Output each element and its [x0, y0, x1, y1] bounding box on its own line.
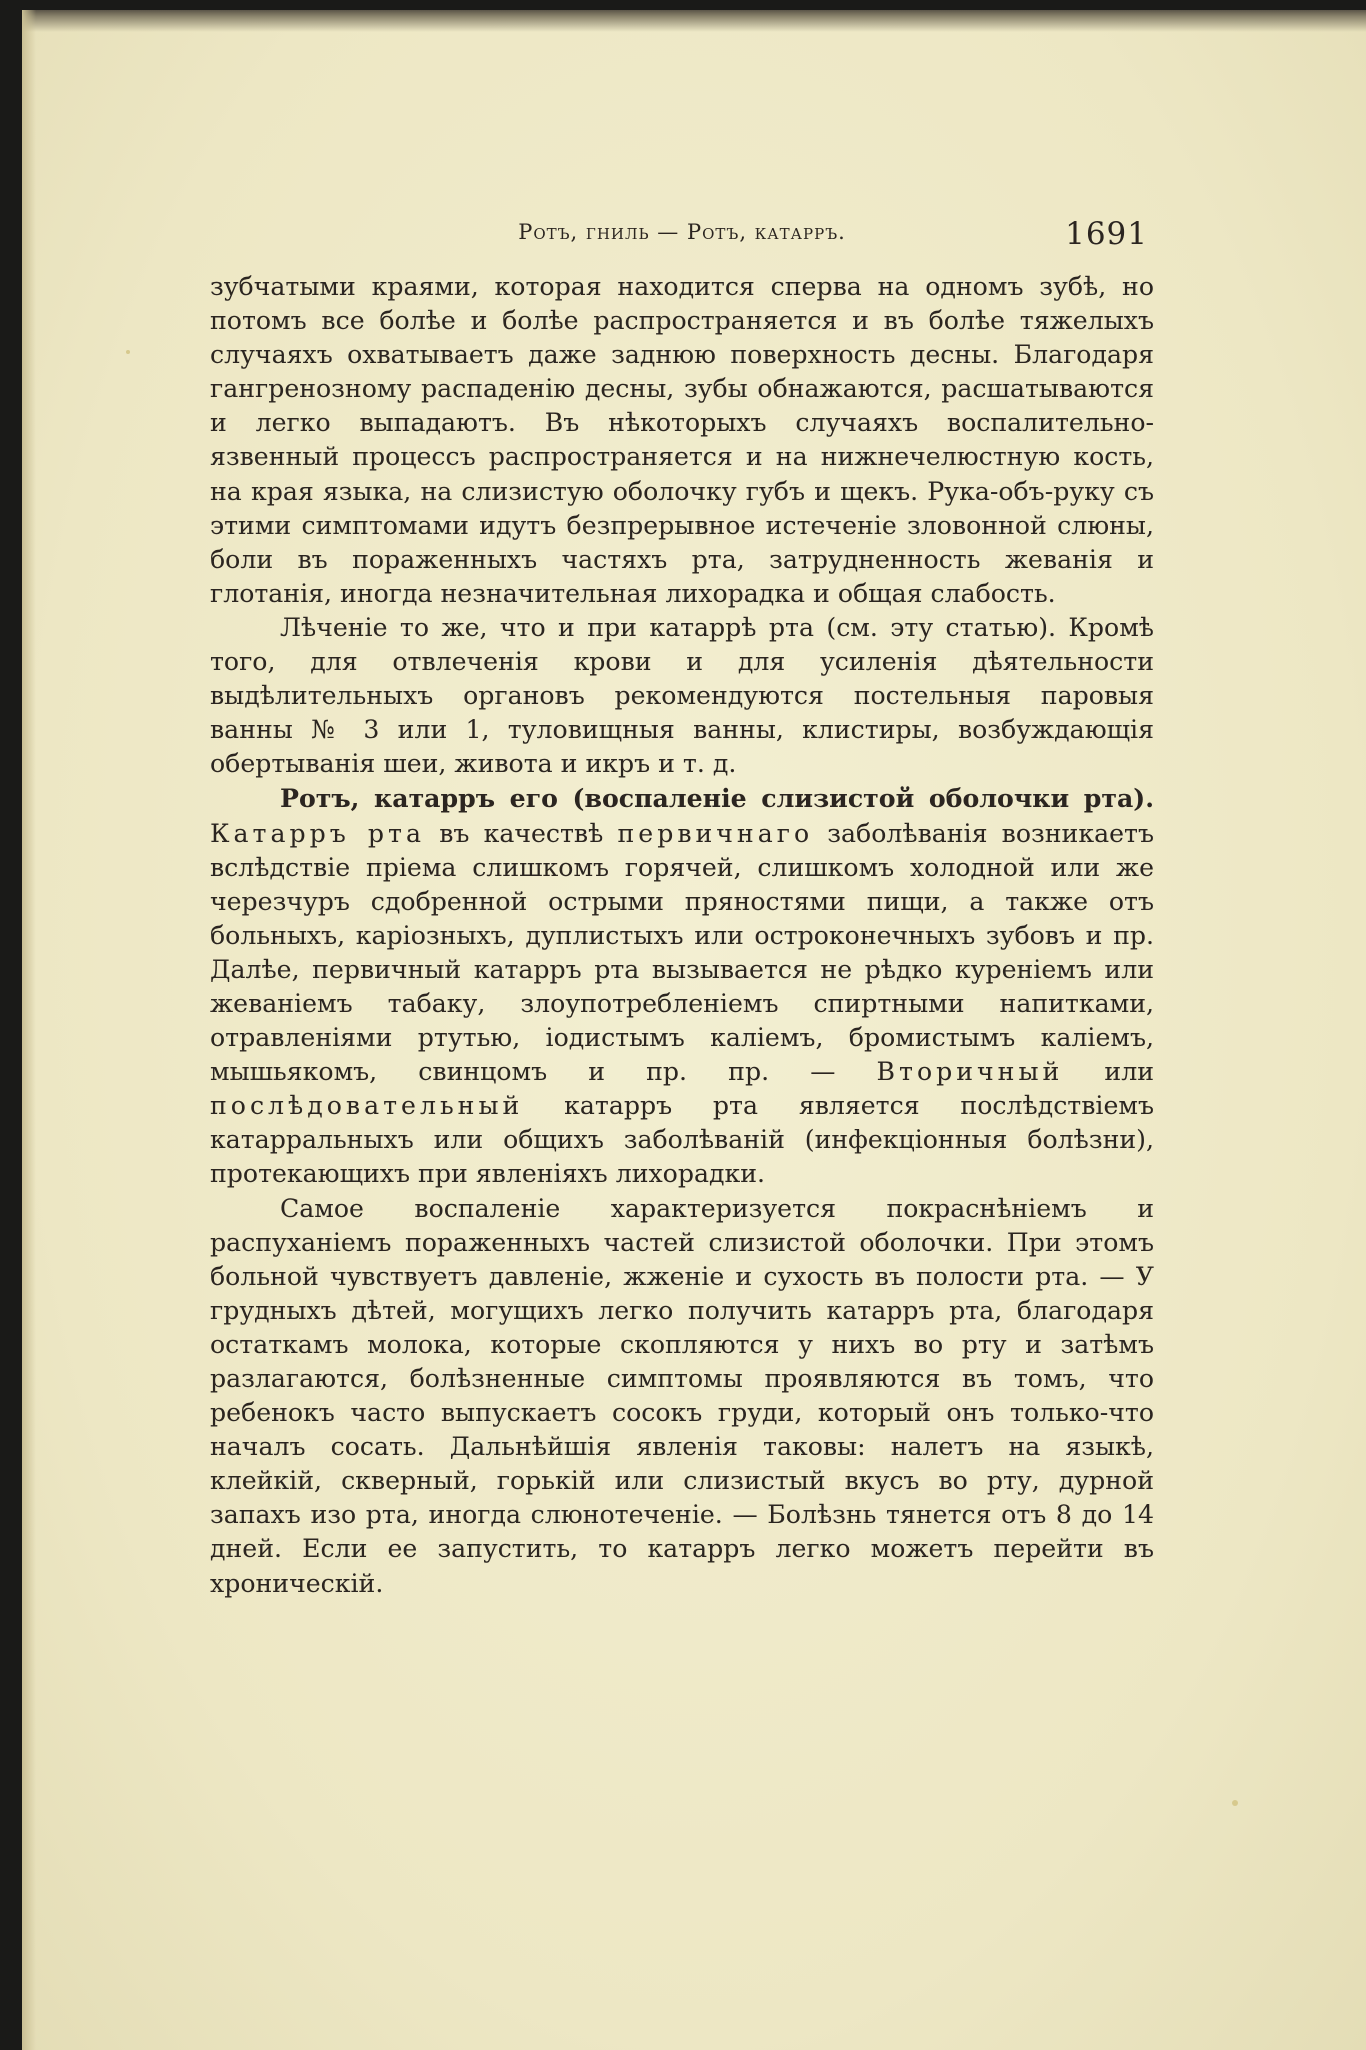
text-fragment: или	[1104, 1057, 1154, 1087]
spaced-term: послѣдовательный	[210, 1091, 524, 1121]
body-text	[210, 270, 1154, 1601]
running-head	[210, 200, 1154, 260]
page-number: 1691	[1065, 216, 1148, 252]
text-fragment: заболѣванія возникаетъ вслѣдствіе пріема слишкомъ горячей, слишкомъ холодной или же черезчуръ сдобренной острыми пряностями пищи, а также отъ больныхъ, каріозныхъ, дуплистыхъ или остроконечныхъ зубовъ и пр. Далѣе, первичный катарръ рта вызывается не рѣдко куреніемъ или жеваніемъ табаку, злоупотребленіемъ спиртными напитками, отравленіями ртутью, іодистымъ каліемъ, бромистымъ каліемъ, мышьякомъ, свинцомъ и пр. пр. —	[210, 818, 1154, 1087]
running-head-title: Ротъ, гниль — Ротъ, катарръ.	[518, 220, 846, 244]
paragraph-symptoms: Самое воспаленіе характеризуется покраснѣніемъ и распуханіемъ пораженныхъ частей слизистой оболочки. При этомъ больной чувствуетъ давленіе, жженіе и сухость въ полости рта. — У грудныхъ дѣтей, могущихъ легко получить катарръ рта, благодаря остаткамъ молока, которые скопляются у нихъ во рту и затѣмъ разлагаются, болѣзненные симптомы проявляются въ томъ, что ребенокъ часто выпускаетъ сосокъ груди, который онъ только-что началъ сосать. Дальнѣйшія явленія таковы: налетъ на языкѣ, клейкій, скверный, горькій или слизистый вкусъ во рту, дурной запахъ изо рта, иногда слюнотеченіе. — Болѣзнь тянется отъ 8 до 14 дней. Если ее запустить, то катарръ легко можетъ перейти въ хроническій.	[210, 1193, 1154, 1598]
spaced-term: первичнаго	[617, 818, 814, 848]
text-block	[210, 200, 1154, 1601]
spaced-term: Вторичный	[876, 1057, 1064, 1087]
page-gutter-shadow	[22, 10, 36, 2050]
paper-speck	[126, 350, 130, 354]
book-page	[22, 10, 1366, 2050]
page-top-shadow	[22, 10, 1366, 32]
entry-heading: Ротъ, катарръ его (воспаленіе слизистой оболочки рта).	[280, 783, 1154, 814]
text-fragment: въ качествѣ	[439, 818, 604, 848]
paragraph-treatment: Лѣченіе то же, что и при катаррѣ рта (см. эту статью). Кромѣ того, для отвлеченія крови и для усиленія дѣятельности выдѣлительныхъ органовъ рекомендуются постельныя паровыя ванны № 3 или 1, туловищныя ванны, клистиры, возбуждающія обертыванія шеи, живота и икръ и т. д.	[210, 612, 1154, 779]
spaced-term: Катарръ рта	[210, 818, 425, 848]
paper-speck	[1232, 1800, 1238, 1806]
text-fragment: катарръ рта является послѣдствіемъ катарральныхъ или общихъ заболѣваній (инфекціонныя болѣзни), протекающихъ при явленіяхъ лихорадки.	[210, 1091, 1154, 1189]
paragraph-continuation: зубчатыми краями, которая находится сперва на одномъ зубѣ, но потомъ все болѣе и болѣе распространяется и въ болѣе тяжелыхъ случаяхъ охватываетъ даже заднюю поверхность десны. Благодаря гангренозному распаденію десны, зубы обнажаются, расшатываются и легко выпадаютъ. Въ нѣкоторыхъ случаяхъ воспалительно-язвенный процессъ распространяется и на нижнечелюстную кость, на края языка, на слизистую оболочку губъ и щекъ. Рука-объ-руку съ этими симптомами идутъ безпрерывное истеченіе зловонной слюны, боли въ пораженныхъ частяхъ рта, затрудненность жеванія и глотанія, иногда незначительная лихорадка и общая слабость.	[210, 272, 1154, 608]
paragraph-catarrh-entry	[210, 781, 1154, 1191]
